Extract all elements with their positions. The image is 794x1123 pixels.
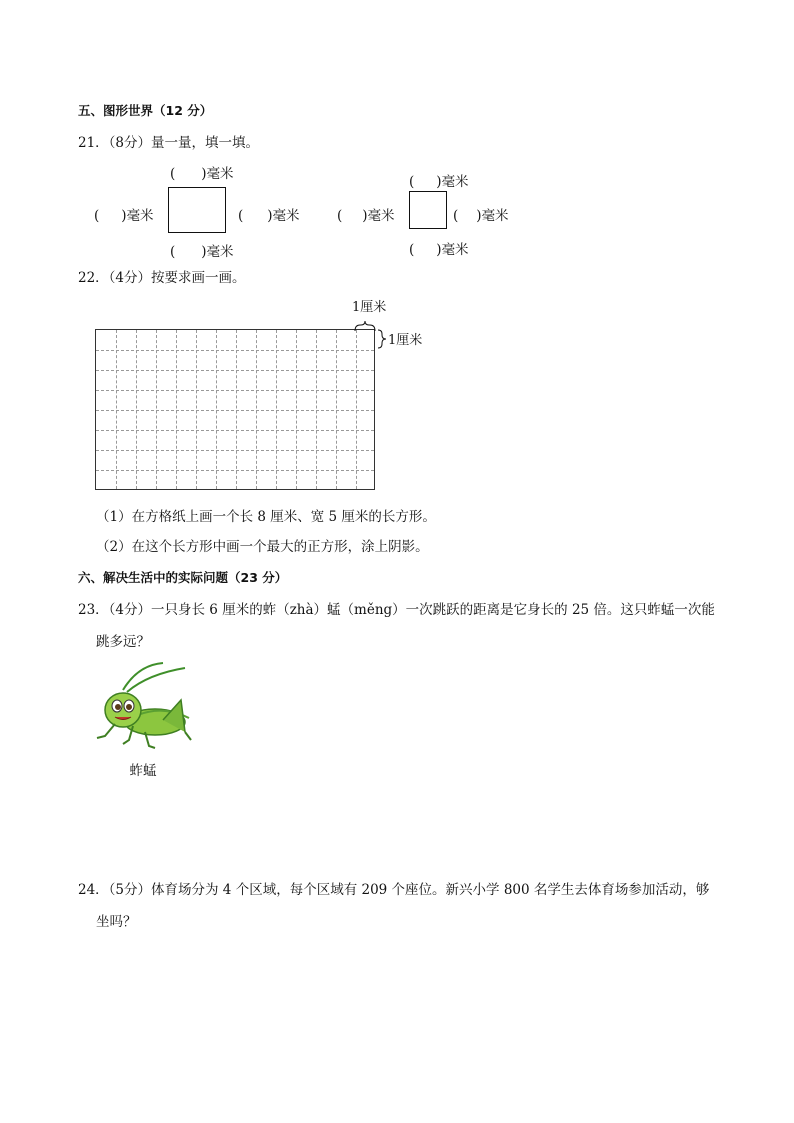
q22-label-height: 1厘米 bbox=[388, 333, 423, 348]
q21-left-left-blank: ( )毫米 bbox=[94, 208, 154, 224]
q21-right-bottom-blank: ( )毫米 bbox=[409, 242, 469, 258]
q22-brace-icon bbox=[350, 315, 390, 355]
q21-rectangle bbox=[168, 187, 226, 233]
q22-grid-paper bbox=[95, 329, 375, 490]
q21-square bbox=[409, 191, 447, 229]
grasshopper-icon bbox=[93, 660, 193, 756]
q21-right-right-blank: ( )毫米 bbox=[453, 208, 509, 224]
q23-line-1: 23．（4分）一只身长 6 厘米的蚱（zhà）蜢（měng）一次跳跃的距离是它身长的 25 倍。这只蚱蜢一次能 bbox=[78, 602, 715, 618]
section-5-title: 五、图形世界（12 分） bbox=[78, 103, 213, 118]
q21-left-bottom-blank: ( )毫米 bbox=[170, 244, 234, 260]
q22-item-1: （1）在方格纸上画一个长 8 厘米、宽 5 厘米的长方形。 bbox=[96, 509, 436, 525]
q22-item-2: （2）在这个长方形中画一个最大的正方形，涂上阴影。 bbox=[96, 539, 429, 555]
q22-stem: 22．（4分）按要求画一画。 bbox=[78, 270, 246, 286]
q22-label-width: 1厘米 bbox=[352, 300, 387, 315]
q21-stem: 21．（8分）量一量，填一填。 bbox=[78, 135, 260, 151]
section-6-title: 六、解决生活中的实际问题（23 分） bbox=[78, 570, 288, 585]
q24-line-2: 坐吗？ bbox=[96, 914, 137, 930]
grasshopper-illustration bbox=[93, 660, 193, 778]
q24-line-1: 24．（5分）体育场分为 4 个区域，每个区域有 209 个座位。新兴小学 800 名学生去体育场参加活动，够 bbox=[78, 882, 710, 898]
q23-line-2: 跳多远？ bbox=[96, 634, 150, 650]
q21-right-left-blank: ( )毫米 bbox=[337, 208, 395, 224]
q21-right-top-blank: ( )毫米 bbox=[409, 174, 469, 190]
q21-left-right-blank: ( )毫米 bbox=[238, 208, 300, 224]
q21-left-top-blank: ( )毫米 bbox=[170, 166, 234, 182]
grasshopper-caption: 蚱蜢 bbox=[129, 763, 157, 779]
